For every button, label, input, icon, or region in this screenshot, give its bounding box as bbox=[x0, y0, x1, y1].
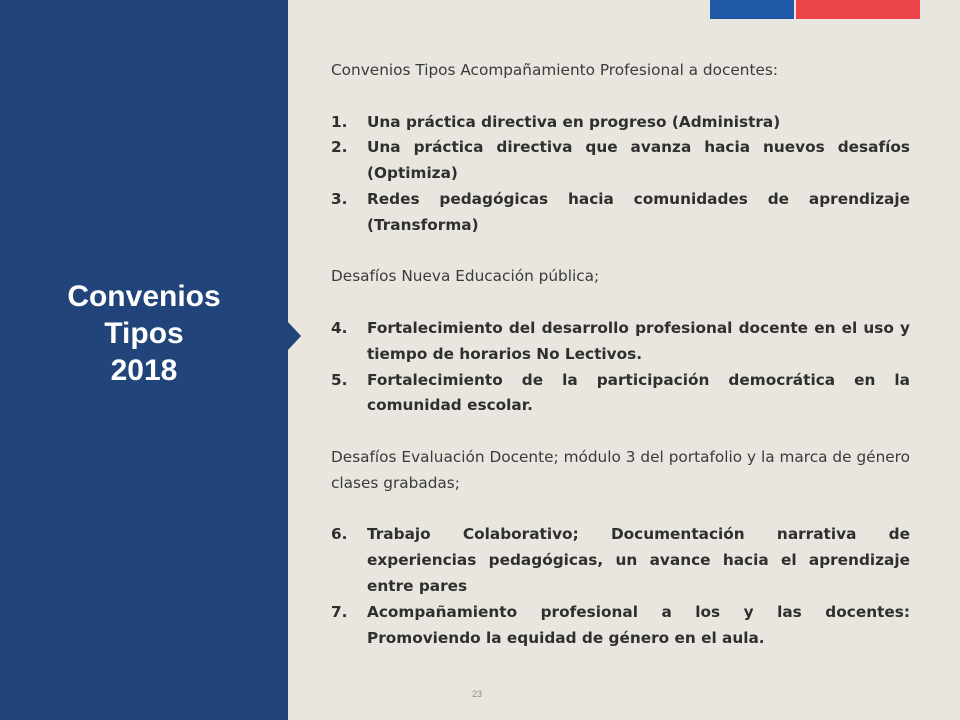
title-line-2: Tipos bbox=[104, 317, 184, 350]
list-item bbox=[331, 522, 910, 599]
list-item bbox=[331, 600, 910, 652]
title-line-1: Convenios bbox=[67, 280, 221, 313]
list-number: 1. bbox=[331, 112, 348, 131]
content-body bbox=[331, 58, 910, 651]
section-heading-evaluacion-docente: Desafíos Evaluación Docente; módulo 3 del portafolio y la marca de género clases grabadas; bbox=[331, 447, 910, 492]
list-number: 6. bbox=[331, 525, 348, 544]
page-number: 23 bbox=[472, 689, 483, 699]
list-number: 2. bbox=[331, 138, 348, 157]
list-text: Fortalecimiento de la participación democrática en la comunidad escolar. bbox=[367, 370, 910, 415]
list-group-3 bbox=[331, 522, 910, 651]
list-text: Fortalecimiento del desarrollo profesional docente en el uso y tiempo de horarios No Lectivos. bbox=[367, 318, 910, 363]
list-text: Una práctica directiva que avanza hacia nuevos desafíos (Optimiza) bbox=[367, 138, 910, 183]
list-text: Una práctica directiva en progreso (Administra) bbox=[367, 112, 781, 131]
panel-pointer-arrow bbox=[288, 322, 301, 350]
list-item bbox=[331, 135, 910, 187]
list-number: 3. bbox=[331, 189, 348, 208]
list-text: Acompañamiento profesional a los y las docentes: Promoviendo la equidad de género en el aula. bbox=[367, 602, 910, 647]
title-line-3: 2018 bbox=[110, 354, 178, 387]
intro-text: Convenios Tipos Acompañamiento Profesional a docentes: bbox=[331, 61, 779, 79]
flag-bar-blue bbox=[710, 0, 794, 19]
list-number: 5. bbox=[331, 370, 348, 389]
flag-bar-red bbox=[796, 0, 920, 19]
list-item bbox=[331, 316, 910, 368]
list-group-1 bbox=[331, 110, 910, 239]
list-number: 4. bbox=[331, 318, 348, 337]
list-text: Redes pedagógicas hacia comunidades de aprendizaje (Transforma) bbox=[367, 189, 910, 234]
list-item bbox=[331, 187, 910, 239]
list-number: 7. bbox=[331, 602, 348, 621]
list-item bbox=[331, 110, 910, 136]
list-item bbox=[331, 368, 910, 420]
list-text: Trabajo Colaborativo; Documentación narrativa de experiencias pedagógicas, un avance hacia el aprendizaje entre pares bbox=[367, 525, 910, 595]
list-group-2 bbox=[331, 316, 910, 419]
section-heading-nueva-educacion: Desafíos Nueva Educación pública; bbox=[331, 267, 600, 286]
title-panel bbox=[0, 0, 288, 720]
slide-title bbox=[0, 278, 288, 389]
